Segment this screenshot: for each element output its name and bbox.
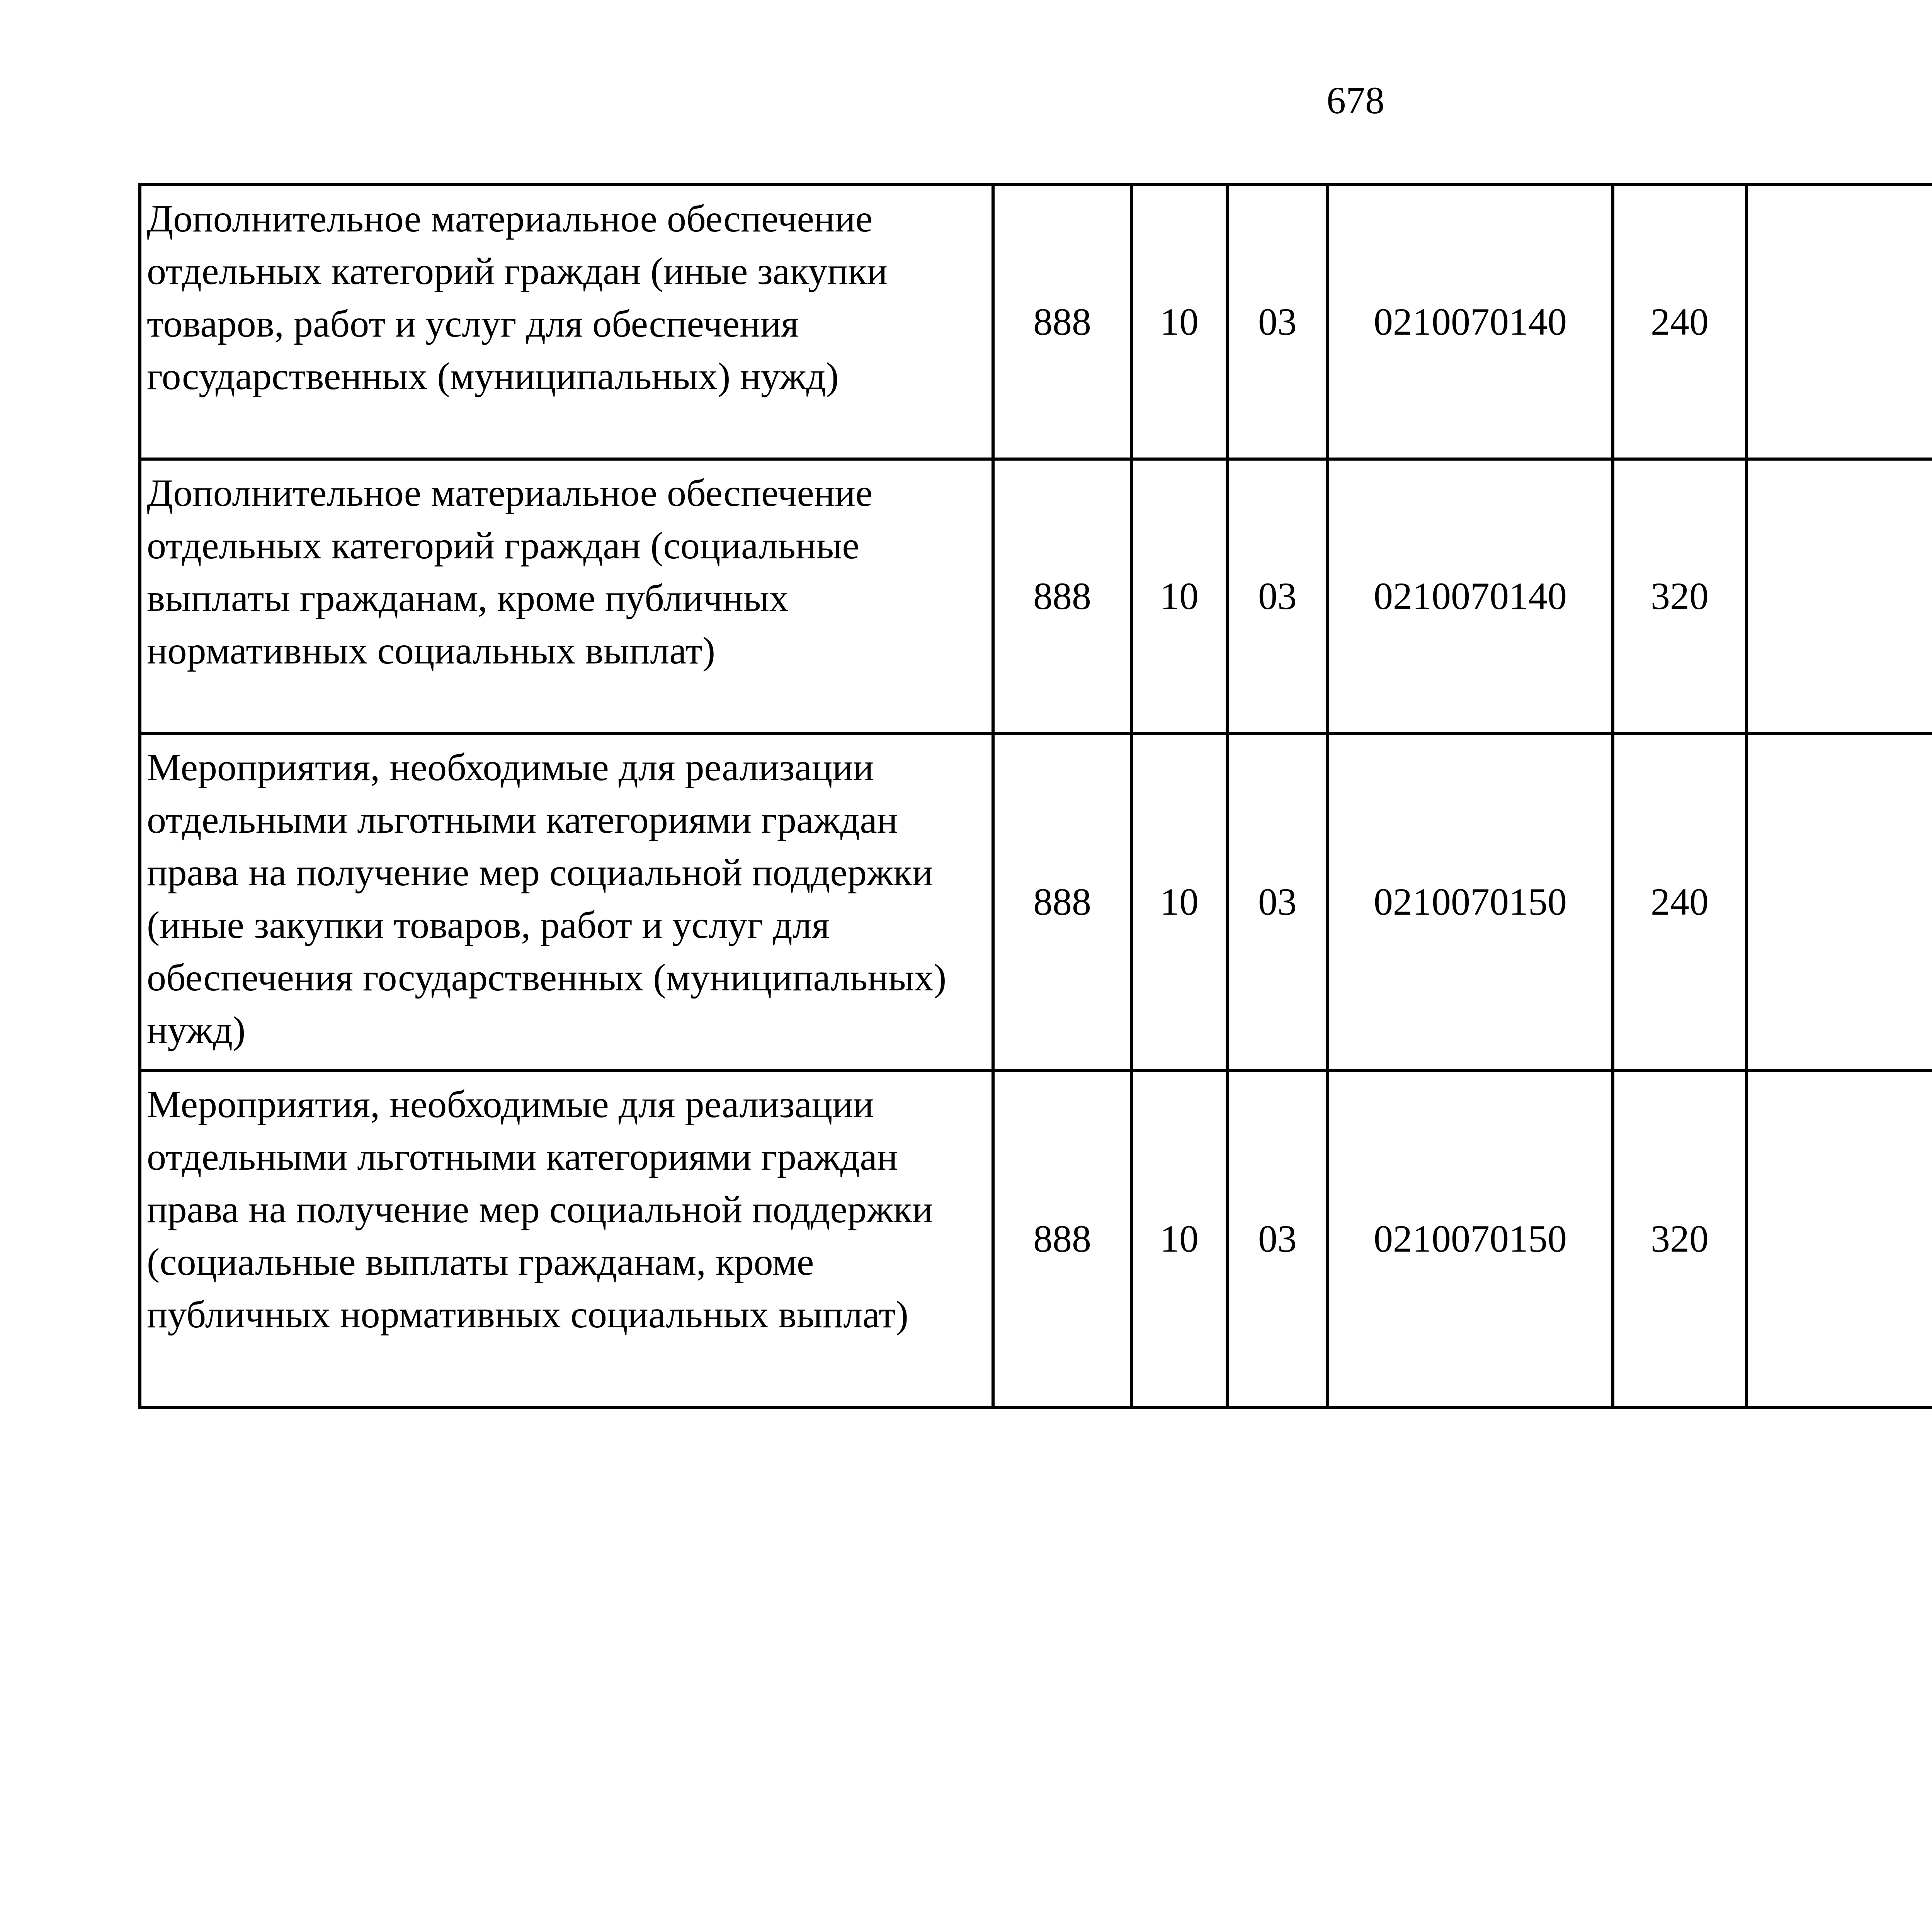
subsection-code-cell: 03 [1227, 459, 1328, 733]
page-number: 678 [1327, 79, 1384, 122]
ministry-code-cell: 888 [993, 459, 1131, 733]
amount-1-cell [1747, 1070, 1932, 1407]
section-code-cell: 10 [1131, 459, 1227, 733]
expense-type-cell: 320 [1613, 1070, 1747, 1407]
target-code-cell: 0210070140 [1328, 459, 1613, 733]
table-row [140, 1070, 1932, 1407]
row-name-cell: Мероприятия, необходимые для реализации отдельными льготными категориями граждан права на получение мер социальной поддержки (социальные выплаты гражданам, кроме публичных нормативных социальных выплат) [140, 1070, 993, 1407]
amount-1-cell [1747, 733, 1932, 1070]
ministry-code-cell: 888 [993, 733, 1131, 1070]
expense-type-cell: 240 [1613, 733, 1747, 1070]
row-name-cell: Мероприятия, необходимые для реализации отдельными льготными категориями граждан права на получение мер социальной поддержки (иные закупки товаров, работ и услуг для обеспечения государственных (муниципальных) нужд) [140, 733, 993, 1070]
subsection-code-cell: 03 [1227, 733, 1328, 1070]
subsection-code-cell: 03 [1227, 185, 1328, 459]
target-code-cell: 0210070150 [1328, 733, 1613, 1070]
row-name-cell: Дополнительное материальное обеспечение отдельных категорий граждан (иные закупки товаров, работ и услуг для обеспечения государственных (муниципальных) нужд) [140, 185, 993, 459]
amount-1-cell [1747, 459, 1932, 733]
section-code-cell: 10 [1131, 185, 1227, 459]
target-code-cell: 0210070150 [1328, 1070, 1613, 1407]
subsection-code-cell: 03 [1227, 1070, 1328, 1407]
amount-1-cell [1747, 185, 1932, 459]
ministry-code-cell: 888 [993, 1070, 1131, 1407]
section-code-cell: 10 [1131, 733, 1227, 1070]
table-row [140, 733, 1932, 1070]
budget-table [138, 183, 1932, 1409]
target-code-cell: 0210070140 [1328, 185, 1613, 459]
section-code-cell: 10 [1131, 1070, 1227, 1407]
expense-type-cell: 240 [1613, 185, 1747, 459]
table-row [140, 459, 1932, 733]
table-row [140, 185, 1932, 459]
expense-type-cell: 320 [1613, 459, 1747, 733]
row-name-cell: Дополнительное материальное обеспечение отдельных категорий граждан (социальные выплаты гражданам, кроме публичных нормативных социальных выплат) [140, 459, 993, 733]
ministry-code-cell: 888 [993, 185, 1131, 459]
